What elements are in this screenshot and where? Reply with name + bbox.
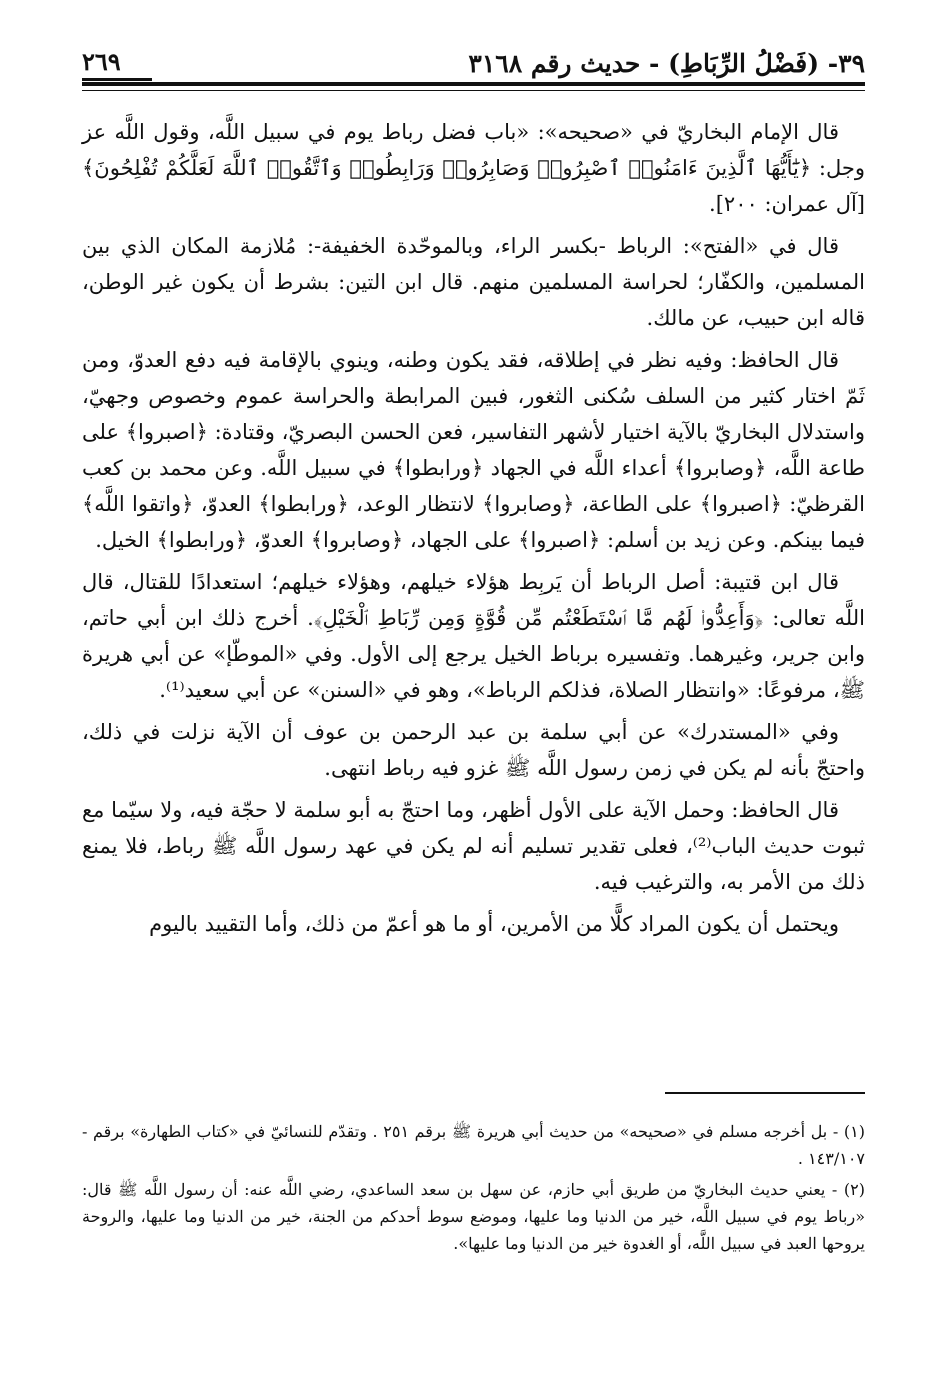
paragraph-mustadrak: وفي «المستدرك» عن أبي سلمة بن عبد الرحمن بن عوف أن الآية نزلت في ذلك، واحتجّ بأنه لم يكن في زمن رسول اللَّه ﷺ غزو فيه رباط انتهى. bbox=[82, 720, 865, 780]
paragraph-hafiz-preference: قال الحافظ: وحمل الآية على الأول أظهر، وما احتجّ به أبو سلمة لا حجّة فيه، ولا سيّما مع ثبوت حديث الباب⁽²⁾، فعلى تقدير تسليم أنه لم يكن في عهد رسول اللَّه ﷺ رباط، فلا يمنع ذلك من الأمر به، والترغيب فيه. bbox=[82, 798, 865, 894]
main-text bbox=[82, 114, 865, 948]
footnotes bbox=[82, 1118, 865, 1261]
page-header bbox=[82, 38, 865, 78]
footnote-2: (٢) - يعني حديث البخاريّ من طريق أبي حازم، عن سهل بن سعد الساعدي، رضي اللَّه عنه: أن رسول اللَّه ﷺ قال: «رباط يوم في سبيل اللَّه، خير من الدنيا وما عليها، وموضع سوط أحدكم من الجنة، خير من الدنيا وما عليها، والروحة يروحها العبد في سبيل اللَّه، أو الغدوة خير من الدنيا وما عليها». bbox=[82, 1180, 865, 1253]
page-number: ٢٦٩ bbox=[82, 47, 121, 76]
paragraph-ibn-qutayba: قال ابن قتيبة: أصل الرباط أن يَربِط هؤلاء خيلهم، وهؤلاء خيلهم؛ استعدادًا للقتال، قال اللَّه تعالى: ﴿وَأَعِدُّوا۟ لَهُم مَّا ٱسْتَطَعْتُم مِّن قُوَّةٍ وَمِن رِّبَاطِ ٱلْخَيْلِ﴾. أخرج ذلك ابن أبي حاتم، وابن جرير، وغيرهما. وتفسيره برباط الخيل يرجع إلى الأول. وفي «الموطّإ» عن أبي هريرة ﷺ، مرفوعًا: «وانتظار الصلاة، فذلكم الرباط»، وهو في «السنن» عن أبي سعيد⁽¹⁾. bbox=[82, 570, 865, 702]
running-title: ٣٩- (فَضْلُ الرِّبَاطِ) - حديث رقم ٣١٦٨ bbox=[468, 49, 865, 78]
header-rule-thick bbox=[82, 82, 865, 86]
paragraph-fath-definition: قال في «الفتح»: الرباط -بكسر الراء، وبالموحّدة الخفيفة-: مُلازمة المكان الذي بين المسلمين، والكفّار؛ لحراسة المسلمين منهم. قال ابن التين: بشرط أن يكون غير الوطن، قاله ابن حبيب، عن مالك. bbox=[82, 234, 865, 330]
header-rule-thin bbox=[82, 90, 865, 91]
page-number-rule bbox=[82, 78, 152, 81]
paragraph-hafiz-commentary: قال الحافظ: وفيه نظر في إطلاقه، فقد يكون وطنه، وينوي بالإقامة فيه دفع العدوّ، ومن ثَمّ اختار كثير من السلف سُكنى الثغور، فبين المرابطة والحراسة عموم وخصوص وجهيّ، واستدلال البخاريّ بالآية اختيار لأشهر التفاسير، فعن الحسن البصريّ، وقتادة: ﴿اصبروا﴾ على طاعة اللَّه، ﴿وصابروا﴾ أعداء اللَّه في الجهاد ﴿ورابطوا﴾ في سبيل اللَّه. وعن محمد بن كعب القرظيّ: ﴿اصبروا﴾ على الطاعة، ﴿وصابروا﴾ لانتظار الوعد، ﴿ورابطوا﴾ العدوّ، ﴿واتقوا اللَّه﴾ فيما بينكم. وعن زيد بن أسلم: ﴿اصبروا﴾ على الجهاد، ﴿وصابروا﴾ العدوّ، ﴿ورابطوا﴾ الخيل. bbox=[82, 348, 865, 552]
footnote-1: (١) - بل أخرجه مسلم في «صحيحه» من حديث أبي هريرة ﷺ برقم ٢٥١ . وتقدّم للنسائيّ في «كتاب الطهارة» برقم - ١٤٣/١٠٧ . bbox=[82, 1122, 865, 1168]
paragraph-possibility: ويحتمل أن يكون المراد كلًّا من الأمرين، أو ما هو أعمّ من ذلك، وأما التقييد باليوم bbox=[149, 912, 839, 936]
paragraph-bukhari-chapter: قال الإمام البخاريّ في «صحيحه»: «باب فضل رباط يوم في سبيل اللَّه، وقول اللَّه عز وجل: ﴿يَٰٓأَيُّهَا ٱلَّذِينَ ءَامَنُوا۟ ٱصْبِرُوا۟ وَصَابِرُوا۟ وَرَابِطُوا۟ وَٱتَّقُوا۟ ٱللَّهَ لَعَلَّكُمْ تُفْلِحُونَ﴾ [آل عمران: ٢٠٠]. bbox=[82, 120, 865, 216]
footnote-separator bbox=[665, 1092, 865, 1094]
